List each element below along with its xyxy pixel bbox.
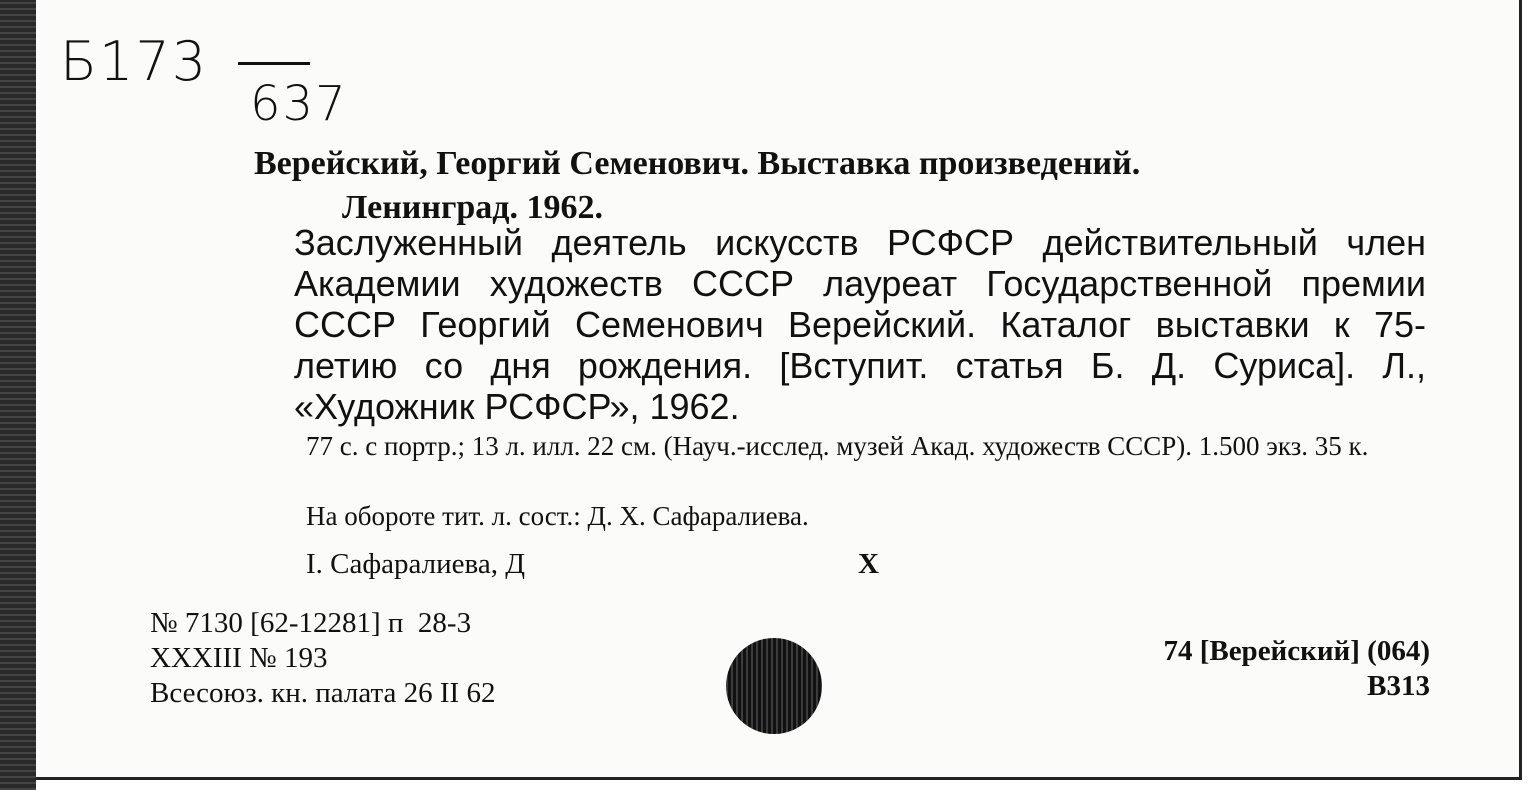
description-text: 77 с. с портр.; 13 л. илл. 22 см. (Науч.-исслед. музей Акад. художеств СССР). 1.500 экз. 35 к.: [306, 431, 1369, 461]
classification-line-2: В313: [1367, 670, 1430, 702]
entry-body: [254, 222, 1426, 427]
subject-tracing: I. Сафаралиева, Д: [306, 548, 525, 580]
call-number-divider: [238, 62, 310, 65]
title-tracing-mark: Х: [858, 548, 879, 580]
call-number-bottom: 637: [250, 76, 348, 132]
call-number-top: Б173: [60, 30, 209, 93]
compiler-note: На обороте тит. л. сост.: Д. Х. Сафаралиева.: [306, 501, 809, 531]
heading-line-author-title: Верейский, Георгий Семенович. Выставка произведений.: [254, 145, 1141, 182]
registration-line-1: № 7130 [62-12281] п 28-3: [150, 607, 472, 639]
classification-block: [1163, 634, 1430, 704]
heading-line-place-year: Ленинград. 1962.: [342, 189, 604, 226]
card-punch-hole: [726, 638, 822, 734]
registration-block: [150, 606, 495, 711]
physical-description: [254, 430, 1426, 462]
entry-heading: [254, 142, 1434, 230]
body-paragraph: Заслуженный деятель искусств РСФСР действительный член Академии художеств СССР лауреат Государственной премии СССР Георгий Семенович Верейский. Каталог выставки к 75-летию со дня рождения. [Вступит. статья Б. Д. Суриса]. Л., «Художник РСФСР», 1962.: [294, 222, 1426, 427]
registration-line-2: XXXIII № 193: [150, 642, 328, 674]
card-edge-strip: [0, 0, 36, 790]
registration-line-3: Всесоюз. кн. палата 26 II 62: [150, 677, 496, 709]
classification-line-1: 74 [Верейский] (064): [1163, 635, 1430, 667]
